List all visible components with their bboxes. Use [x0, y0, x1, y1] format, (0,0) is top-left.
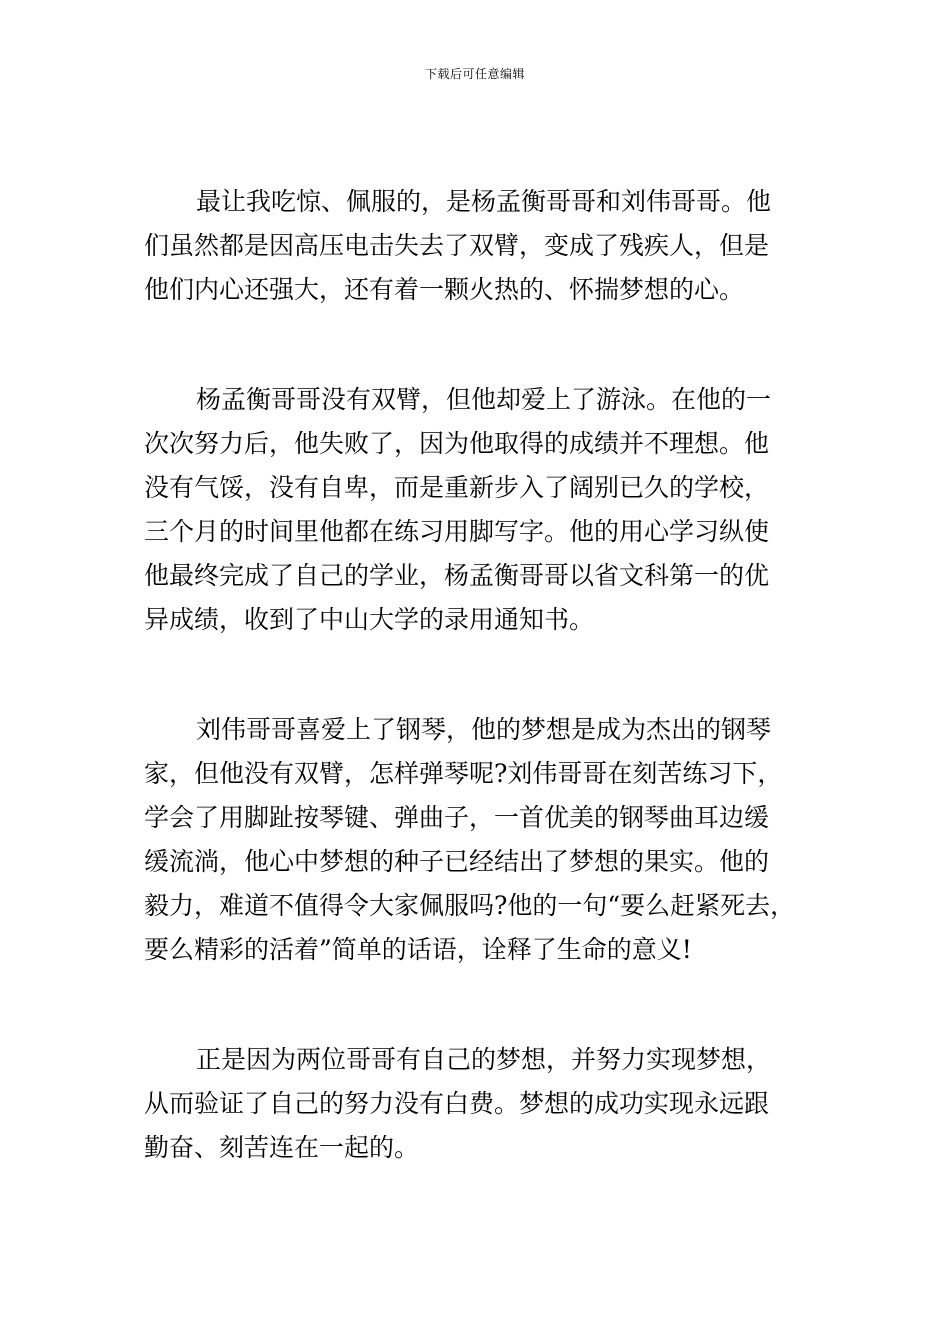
paragraph	[144, 378, 814, 642]
paragraph	[144, 180, 814, 312]
document-body	[144, 180, 814, 1170]
text-line: 从而验证了自己的努力没有白费。梦想的成功实现永远跟	[144, 1089, 770, 1118]
paragraph	[144, 708, 814, 972]
text-line: 家，但他没有双臂，怎样弹琴呢?刘伟哥哥在刻苦练习下，	[144, 759, 783, 788]
text-line: 毅力，难道不值得令大家佩服吗?他的一句“要么赶紧死去，	[144, 891, 796, 920]
text-line: 学会了用脚趾按琴键、弹曲子，一首优美的钢琴曲耳边缓	[144, 803, 770, 832]
text-line: 正是因为两位哥哥有自己的梦想，并努力实现梦想，	[196, 1045, 772, 1074]
text-line: 缓流淌，他心中梦想的种子已经结出了梦想的果实。他的	[144, 847, 770, 876]
text-line: 要么精彩的活着”简单的话语，诠释了生命的意义!	[144, 935, 692, 964]
paragraph	[144, 1038, 814, 1170]
text-line: 们虽然都是因高压电击失去了双臂，变成了残疾人，但是	[144, 231, 770, 260]
text-line: 勤奋、刻苦连在一起的。	[144, 1133, 420, 1162]
text-line: 次次努力后，他失败了，因为他取得的成绩并不理想。他	[144, 429, 770, 458]
text-line: 三个月的时间里他都在练习用脚写字。他的用心学习纵使	[144, 517, 770, 546]
paragraph-gap	[144, 972, 814, 1038]
paragraph-gap	[144, 312, 814, 378]
text-line: 他最终完成了自己的学业，杨孟衡哥哥以省文科第一的优	[144, 561, 770, 590]
paragraph-gap	[144, 642, 814, 708]
text-line: 杨孟衡哥哥没有双臂，但他却爱上了游泳。在他的一	[196, 385, 772, 414]
text-line: 没有气馁，没有自卑，而是重新步入了阔别已久的学校，	[144, 473, 770, 502]
text-line: 异成绩，收到了中山大学的录用通知书。	[144, 605, 595, 634]
text-line: 刘伟哥哥喜爱上了钢琴，他的梦想是成为杰出的钢琴	[196, 715, 772, 744]
text-line: 他们内心还强大，还有着一颗火热的、怀揣梦想的心。	[144, 275, 745, 304]
page-header-note: 下载后可任意编辑	[424, 67, 525, 81]
text-line: 最让我吃惊、佩服的，是杨孟衡哥哥和刘伟哥哥。他	[196, 187, 772, 216]
